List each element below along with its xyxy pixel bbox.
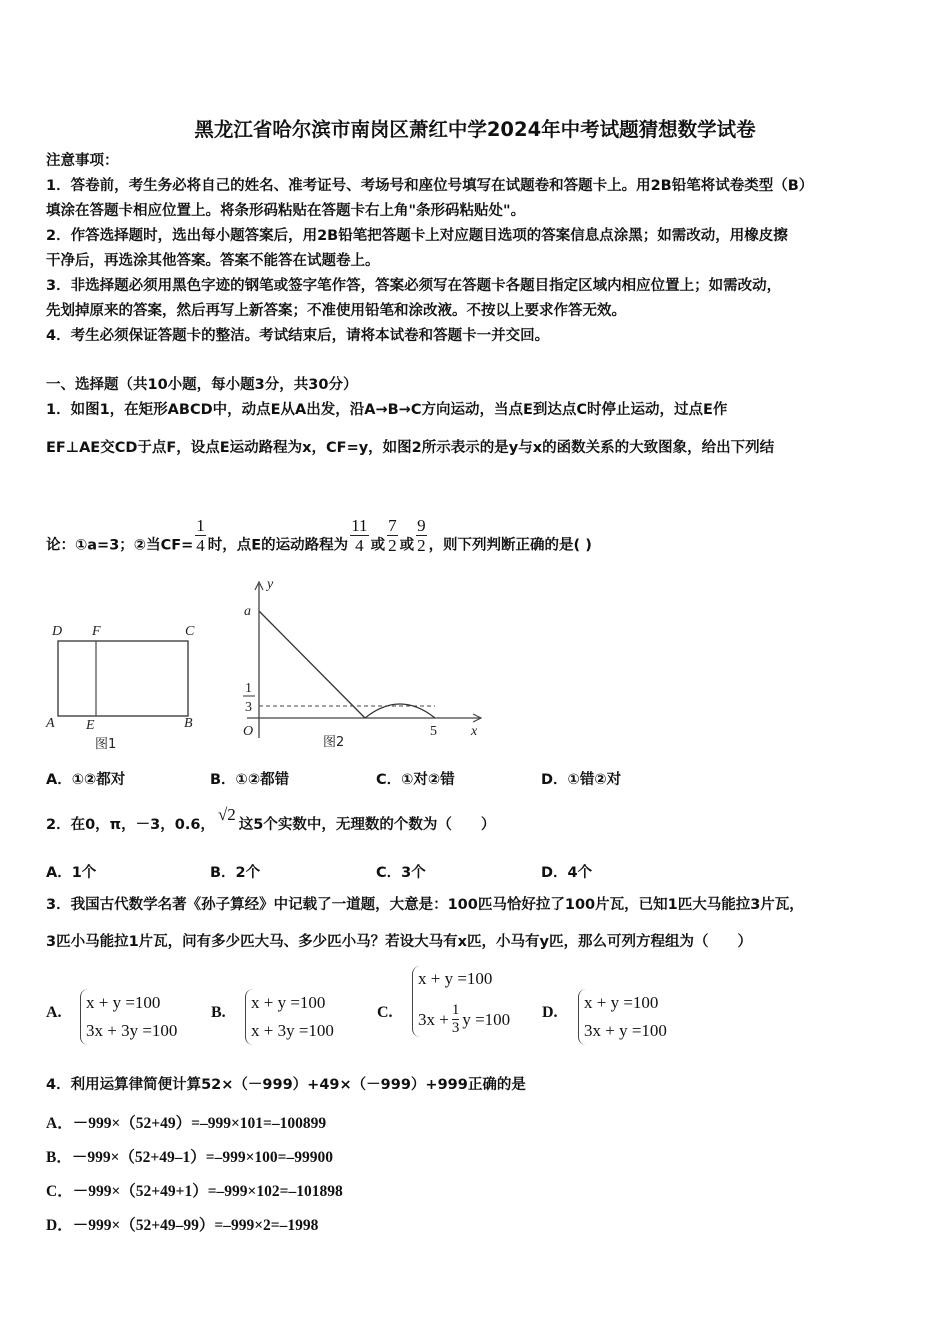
numerator: 1 [196,516,205,535]
q1-text: 或 [370,537,386,554]
fraction [387,516,398,555]
q4-option-b[interactable]: B．－999×（52+49–1）=–999×100=–99900 [46,1149,334,1166]
q3-option-c-system[interactable] [412,966,510,1037]
label-B: B [184,716,193,731]
fraction [350,516,368,555]
label-a: a [244,604,251,619]
equation-part: y =100 [462,1009,511,1029]
denominator: 2 [388,536,397,555]
figure-2-graph [235,578,495,753]
label-C: C [185,624,195,639]
q2-option-d[interactable]: D．4个 [541,865,593,881]
equation: x + 3y =100 [251,1021,334,1040]
q2-option-a[interactable]: A．1个 [46,865,97,881]
q3-line2: 3匹小马能拉1片瓦，问有多少匹大马、多少匹小马？若设大马有x匹，小马有y匹，那么可列方程组为（ ） [46,934,752,950]
q4-option-d[interactable]: D．－999×（52+49–99）=–999×2=–1998 [46,1217,319,1234]
tick-numerator: 1 [245,681,252,696]
fraction [416,516,427,555]
equation: x + y =100 [86,993,161,1012]
label-A: A [46,716,55,731]
section-heading: 一、选择题（共10小题，每小题3分，共30分） [46,377,358,393]
q1-line1: 1．如图1，在矩形ABCD中，动点E从A出发，沿A→B→C方向运动，当点E到达点C时停止运动，过点E作 [46,402,728,418]
equation: 3x + 3y =100 [86,1021,178,1040]
figure-1-caption: 图1 [95,737,117,752]
note-line: 2．作答选择题时，选出每小题答案后，用2B铅笔把答题卡上对应题目选项的答案信息点涂黑；如需改动，用橡皮擦 [46,228,788,244]
numerator: 7 [388,516,397,535]
denominator: 3 [451,1020,460,1036]
note-line: 4．考生必须保证答题卡的整洁。考试结束后，请将本试卷和答题卡一并交回。 [46,328,550,344]
q4-option-a[interactable]: A．－999×（52+49）=–999×101=–100899 [46,1115,327,1132]
axis-label-y: y [267,578,274,592]
label-D: D [52,624,63,639]
fraction [452,1002,460,1037]
denominator: 4 [196,536,205,555]
q1-option-a[interactable]: A．①②都对 [46,772,126,788]
numerator: 11 [351,516,368,535]
q3-option-a-system[interactable] [80,989,177,1045]
q1-option-b[interactable]: B．①②都错 [210,772,290,788]
equation-part: 3x + [418,1009,449,1029]
figure-2-caption: 图2 [323,735,345,750]
notes-heading: 注意事项： [46,153,119,169]
q3-option-d-label[interactable]: D. [542,1004,558,1021]
q3-line1: 3．我国古代数学名著《孙子算经》中记载了一道题，大意是：100匹马恰好拉了100片瓦，已知1匹大马能拉3片瓦， [46,897,804,913]
q3-option-d-system[interactable] [578,989,667,1045]
equation: x + y =100 [584,993,659,1012]
note-line: 先划掉原来的答案，然后再写上新答案；不准使用铅笔和涂改液。不按以上要求作答无效。 [46,303,626,319]
q1-line3 [46,516,592,565]
axis-label-x: x [471,724,478,739]
q1-text: 论：①a=3；②当CF= [46,537,194,554]
q3-option-a-label[interactable]: A. [46,1004,62,1021]
tick-denominator: 3 [245,700,252,715]
equation: 3x + y =100 [584,1021,667,1040]
q1-option-d[interactable]: D．①错②对 [541,772,622,788]
note-line: 3．非选择题必须用黑色字迹的钢笔或签字笔作答，答案必须写在答题卡各题目指定区域内相应位置上；如需改动， [46,278,782,294]
equation: x + y =100 [418,969,493,988]
sqrt-2: √2 [217,805,236,824]
q1-option-c[interactable]: C．①对②错 [376,772,455,788]
note-line: 填涂在答题卡相应位置上。将条形码粘贴在答题卡右上角"条形码粘贴处"。 [46,203,526,219]
q1-text: 时，点E的运动路程为 [207,537,349,554]
q2-stem [46,805,496,834]
q2-option-b[interactable]: B．2个 [210,865,261,881]
q4-stem: 4．利用运算律简便计算52×（－999）+49×（－999）+999正确的是 [46,1077,526,1093]
note-line: 1．答卷前，考生务必将自己的姓名、准考证号、考场号和座位号填写在试题卷和答题卡上。用2B铅笔将试卷类型（B） [46,178,814,194]
page-title: 黑龙江省哈尔滨市南岗区萧红中学2024年中考试题猜想数学试卷 [194,118,756,141]
q2-text: 2．在0，π，－3，0.6， [46,817,215,833]
equation [418,1002,510,1037]
q4-option-c[interactable]: C．－999×（52+49+1）=–999×102=–101898 [46,1183,343,1200]
denominator: 4 [355,536,364,555]
numerator: 9 [417,516,426,535]
equation: x + y =100 [251,993,326,1012]
origin-label: O [243,724,254,739]
q1-text: 或 [399,537,415,554]
q2-text: 这5个实数中，无理数的个数为（ ） [238,817,496,833]
denominator: 2 [417,536,426,555]
numerator: 1 [451,1002,460,1018]
label-E: E [86,718,95,733]
note-line: 干净后，再选涂其他答案。答案不能答在试题卷上。 [46,253,380,269]
q1-text: ，则下列判断正确的是( ) [428,537,592,554]
figure-1-rectangle [40,615,220,755]
q3-option-b-label[interactable]: B. [211,1004,226,1021]
q3-option-b-system[interactable] [245,989,334,1045]
q3-option-c-label[interactable]: C. [377,1004,393,1021]
q2-option-c[interactable]: C．3个 [376,865,426,881]
q1-line2: EF⊥AE交CD于点F，设点E运动路程为x，CF=y，如图2所示表示的是y与x的函数关系的大致图象，给出下列结 [46,440,775,456]
fraction [195,516,206,555]
tick-5: 5 [430,724,437,739]
label-F: F [92,624,101,639]
